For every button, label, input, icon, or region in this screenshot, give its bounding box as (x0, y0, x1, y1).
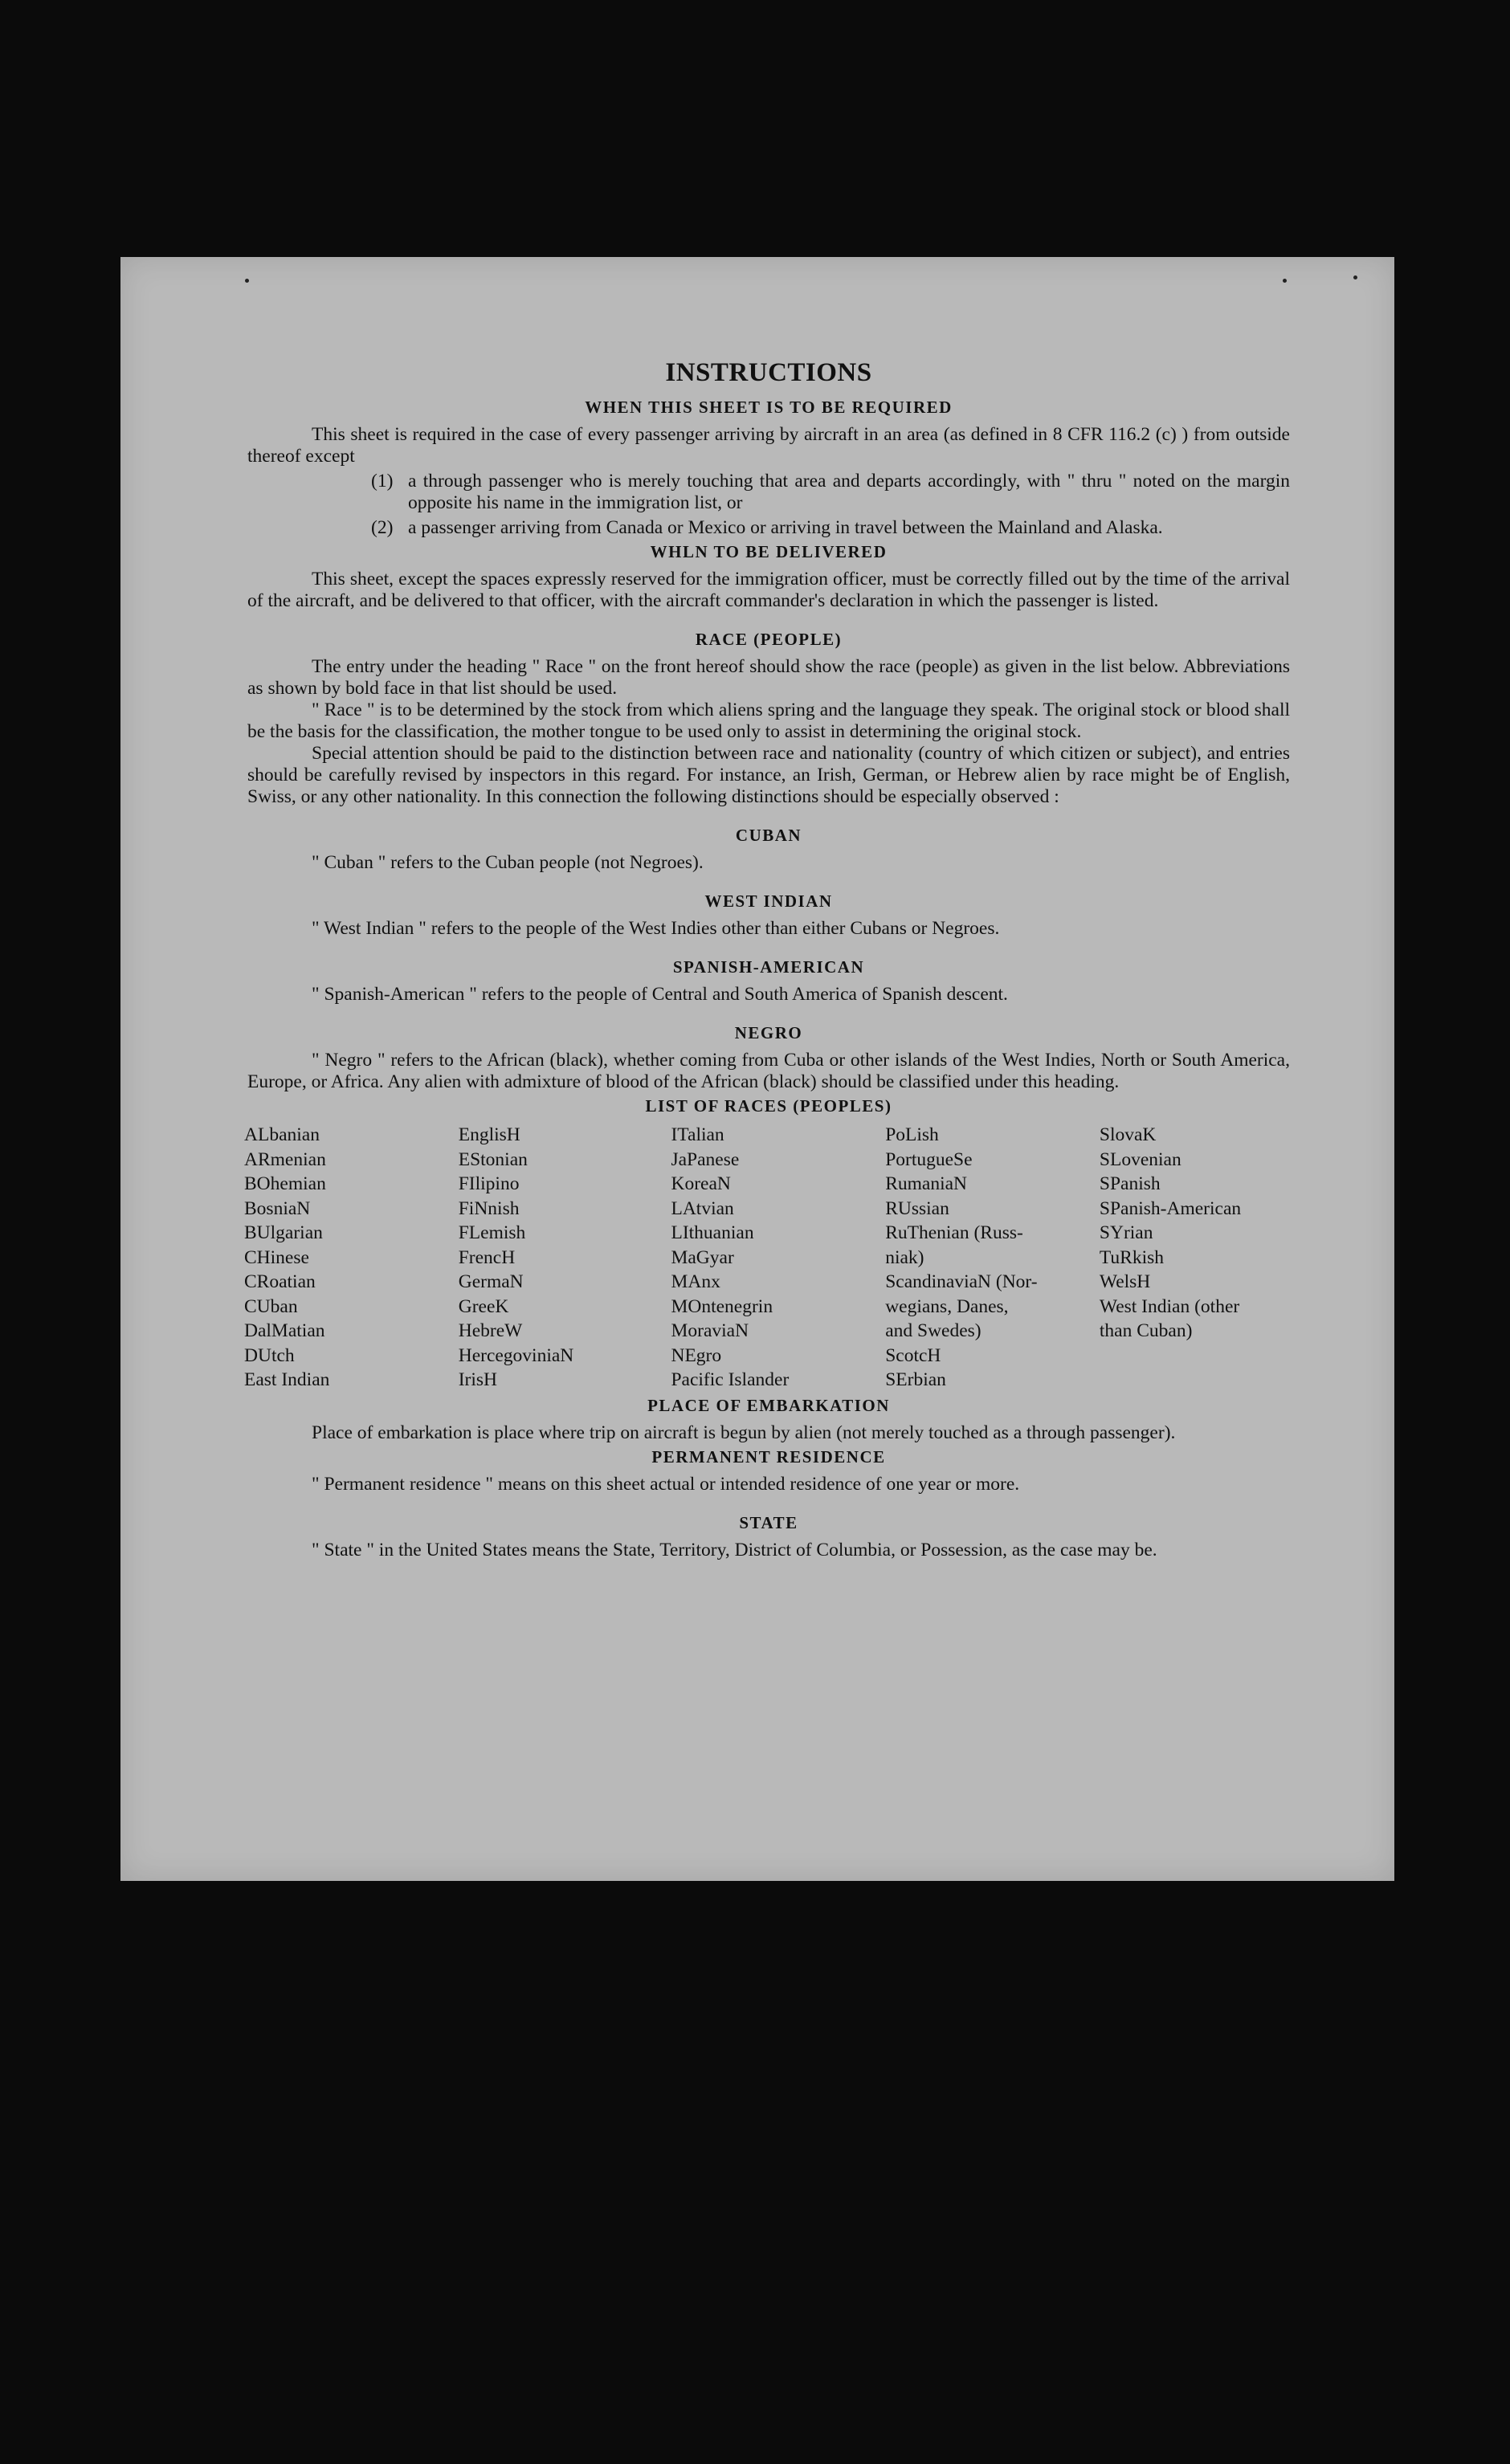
heading-embarkation: PLACE OF EMBARKATION (647, 1395, 890, 1415)
delivered-text: This sheet, except the spaces expressly reserved for the immigration officer, must be correctly filled out by the time of the arrival of the aircraft, and be delivered to that officer, with the aircraft commander's declaration in which the passenger is listed. (247, 569, 1290, 611)
races-list (244, 1123, 1290, 1393)
race-entry: EnglisH (458, 1124, 520, 1145)
heading-residence: PERMANENT RESIDENCE (651, 1446, 886, 1467)
race-entry: RUssian (885, 1197, 949, 1219)
race-entry: PoLish (885, 1124, 939, 1145)
race-entry: LIthuanian (671, 1222, 754, 1243)
race-entry: Pacific Islander (671, 1369, 790, 1390)
race-entry: RuThenian (Russ- (885, 1222, 1023, 1243)
race-paragraph-3: Special attention should be paid to the distinction between race and nationality (country of which citizen or subject), and entries should be carefully revised by inspectors in this regard. For instance, an Irish, German, or Hebrew alien by race might be of English, Swiss, or any other nationality. In this connection the following distinctions should be especially observed : (247, 743, 1290, 807)
speck (1283, 279, 1287, 283)
race-entry: HebreW (458, 1320, 523, 1341)
races-column-2 (459, 1123, 671, 1393)
race-paragraph-2: " Race " is to be determined by the stock from which aliens spring and the language they speak. The original stock or blood shall be the basis for the classification, the mother tongue to be used only to assist in determining the original stock. (247, 700, 1290, 742)
race-entry: wegians, Danes, (885, 1295, 1009, 1317)
race-entry: ScotcH (885, 1344, 941, 1366)
heading-spanish-american: SPANISH-AMERICAN (672, 957, 865, 977)
race-entry: ALbanian (244, 1124, 320, 1145)
race-entry: FiNnish (458, 1197, 520, 1219)
race-entry: CUban (244, 1295, 298, 1317)
race-entry: than Cuban) (1099, 1320, 1193, 1341)
race-entry: BosniaN (244, 1197, 311, 1219)
races-column-1 (244, 1123, 459, 1393)
race-entry: WelsH (1099, 1271, 1151, 1292)
west-indian-text: " West Indian " refers to the people of the West Indies other than either Cubans or Negroes. (312, 918, 1000, 939)
race-entry: IrisH (458, 1369, 498, 1390)
race-entry: JaPanese (671, 1148, 740, 1170)
race-entry: LAtvian (671, 1197, 734, 1219)
race-entry: ARmenian (244, 1148, 326, 1170)
race-entry: RumaniaN (885, 1173, 968, 1194)
race-entry: EStonian (458, 1148, 528, 1170)
race-entry: ITalian (671, 1124, 724, 1145)
required-item-2 (247, 517, 1290, 539)
item-number: (2) (371, 517, 394, 538)
race-entry: HercegoviniaN (458, 1344, 574, 1366)
race-entry: KoreaN (671, 1173, 731, 1194)
heading-required: WHEN THIS SHEET IS TO BE REQUIRED (585, 398, 953, 417)
race-entry: DUtch (244, 1344, 295, 1366)
speck (245, 279, 249, 283)
race-entry: niak) (885, 1246, 924, 1268)
required-item-1 (247, 471, 1290, 514)
races-column-5 (1100, 1123, 1290, 1393)
race-entry: CRoatian (244, 1271, 316, 1292)
item-text: a passenger arriving from Canada or Mexico or arriving in travel between the Mainland and Alaska. (408, 517, 1163, 538)
heading-west-indian: WEST INDIAN (704, 891, 833, 911)
race-entry: SLovenian (1099, 1148, 1181, 1170)
instruction-sheet (120, 257, 1394, 1881)
race-entry: FLemish (458, 1222, 526, 1243)
spanish-american-text: " Spanish-American " refers to the people of Central and South America of Spanish descent. (312, 984, 1008, 1005)
heading-delivered: WHLN TO BE DELIVERED (650, 542, 888, 561)
races-column-4 (885, 1123, 1100, 1393)
race-entry: SErbian (885, 1369, 946, 1390)
race-entry: SlovaK (1099, 1124, 1157, 1145)
negro-text: " Negro " refers to the African (black), whether coming from Cuba or other islands of the West Indies, North or South America, Europe, or Africa. Any alien with admixture of blood of the African (black) should be classified under this heading. (247, 1050, 1290, 1092)
race-entry: FrencH (458, 1246, 516, 1268)
embarkation-text: Place of embarkation is place where trip on aircraft is begun by alien (not merely touched as a through passenger). (312, 1422, 1176, 1443)
race-entry: West Indian (other (1099, 1295, 1240, 1317)
races-column-3 (671, 1123, 885, 1393)
speck (1353, 275, 1357, 279)
heading-race: RACE (PEOPLE) (695, 630, 843, 649)
cuban-text: " Cuban " refers to the Cuban people (not Negroes). (312, 852, 704, 873)
race-entry: ScandinaviaN (Nor- (885, 1271, 1038, 1292)
race-entry: GreeK (458, 1295, 509, 1317)
heading-negro: NEGRO (734, 1023, 803, 1042)
race-paragraph-1: The entry under the heading " Race " on the front hereof should show the race (people) as given in the list below. Abbreviations as shown by bold face in that list should be used. (247, 656, 1290, 699)
race-entry: DalMatian (244, 1320, 325, 1341)
item-text: a through passenger who is merely touching that area and departs accordingly, with " thru " noted on the margin opposite his name in the immigration list, or (408, 471, 1290, 513)
heading-cuban: CUBAN (735, 826, 802, 845)
item-number: (1) (371, 471, 394, 492)
race-entry: NEgro (671, 1344, 722, 1366)
race-entry: SPanish (1099, 1173, 1161, 1194)
race-entry: TuRkish (1099, 1246, 1165, 1268)
page-title: INSTRUCTIONS (665, 358, 872, 387)
race-entry: CHinese (244, 1246, 309, 1268)
race-entry: SYrian (1099, 1222, 1153, 1243)
race-entry: MoraviaN (671, 1320, 749, 1341)
race-entry: SPanish-American (1099, 1197, 1242, 1219)
required-intro: This sheet is required in the case of every passenger arriving by aircraft in an area (as defined in 8 CFR 116.2 (c) ) from outside thereof except (247, 424, 1290, 467)
race-entry: GermaN (458, 1271, 524, 1292)
heading-state: STATE (739, 1512, 798, 1532)
race-entry: BUlgarian (244, 1222, 323, 1243)
state-text: " State " in the United States means the State, Territory, District of Columbia, or Possession, as the case may be. (312, 1539, 1157, 1560)
race-entry: FIlipino (458, 1173, 520, 1194)
race-entry: MAnx (671, 1271, 720, 1292)
race-entry: and Swedes) (885, 1320, 982, 1341)
race-entry: MaGyar (671, 1246, 734, 1268)
residence-text: " Permanent residence " means on this sheet actual or intended residence of one year or more. (312, 1473, 1020, 1495)
race-entry: PortugueSe (885, 1148, 973, 1170)
heading-races-list: LIST OF RACES (PEOPLES) (645, 1096, 892, 1116)
race-entry: East Indian (244, 1369, 330, 1390)
race-entry: BOhemian (244, 1173, 326, 1194)
race-entry: MOntenegrin (671, 1295, 773, 1317)
sheet-content (244, 358, 1290, 1561)
